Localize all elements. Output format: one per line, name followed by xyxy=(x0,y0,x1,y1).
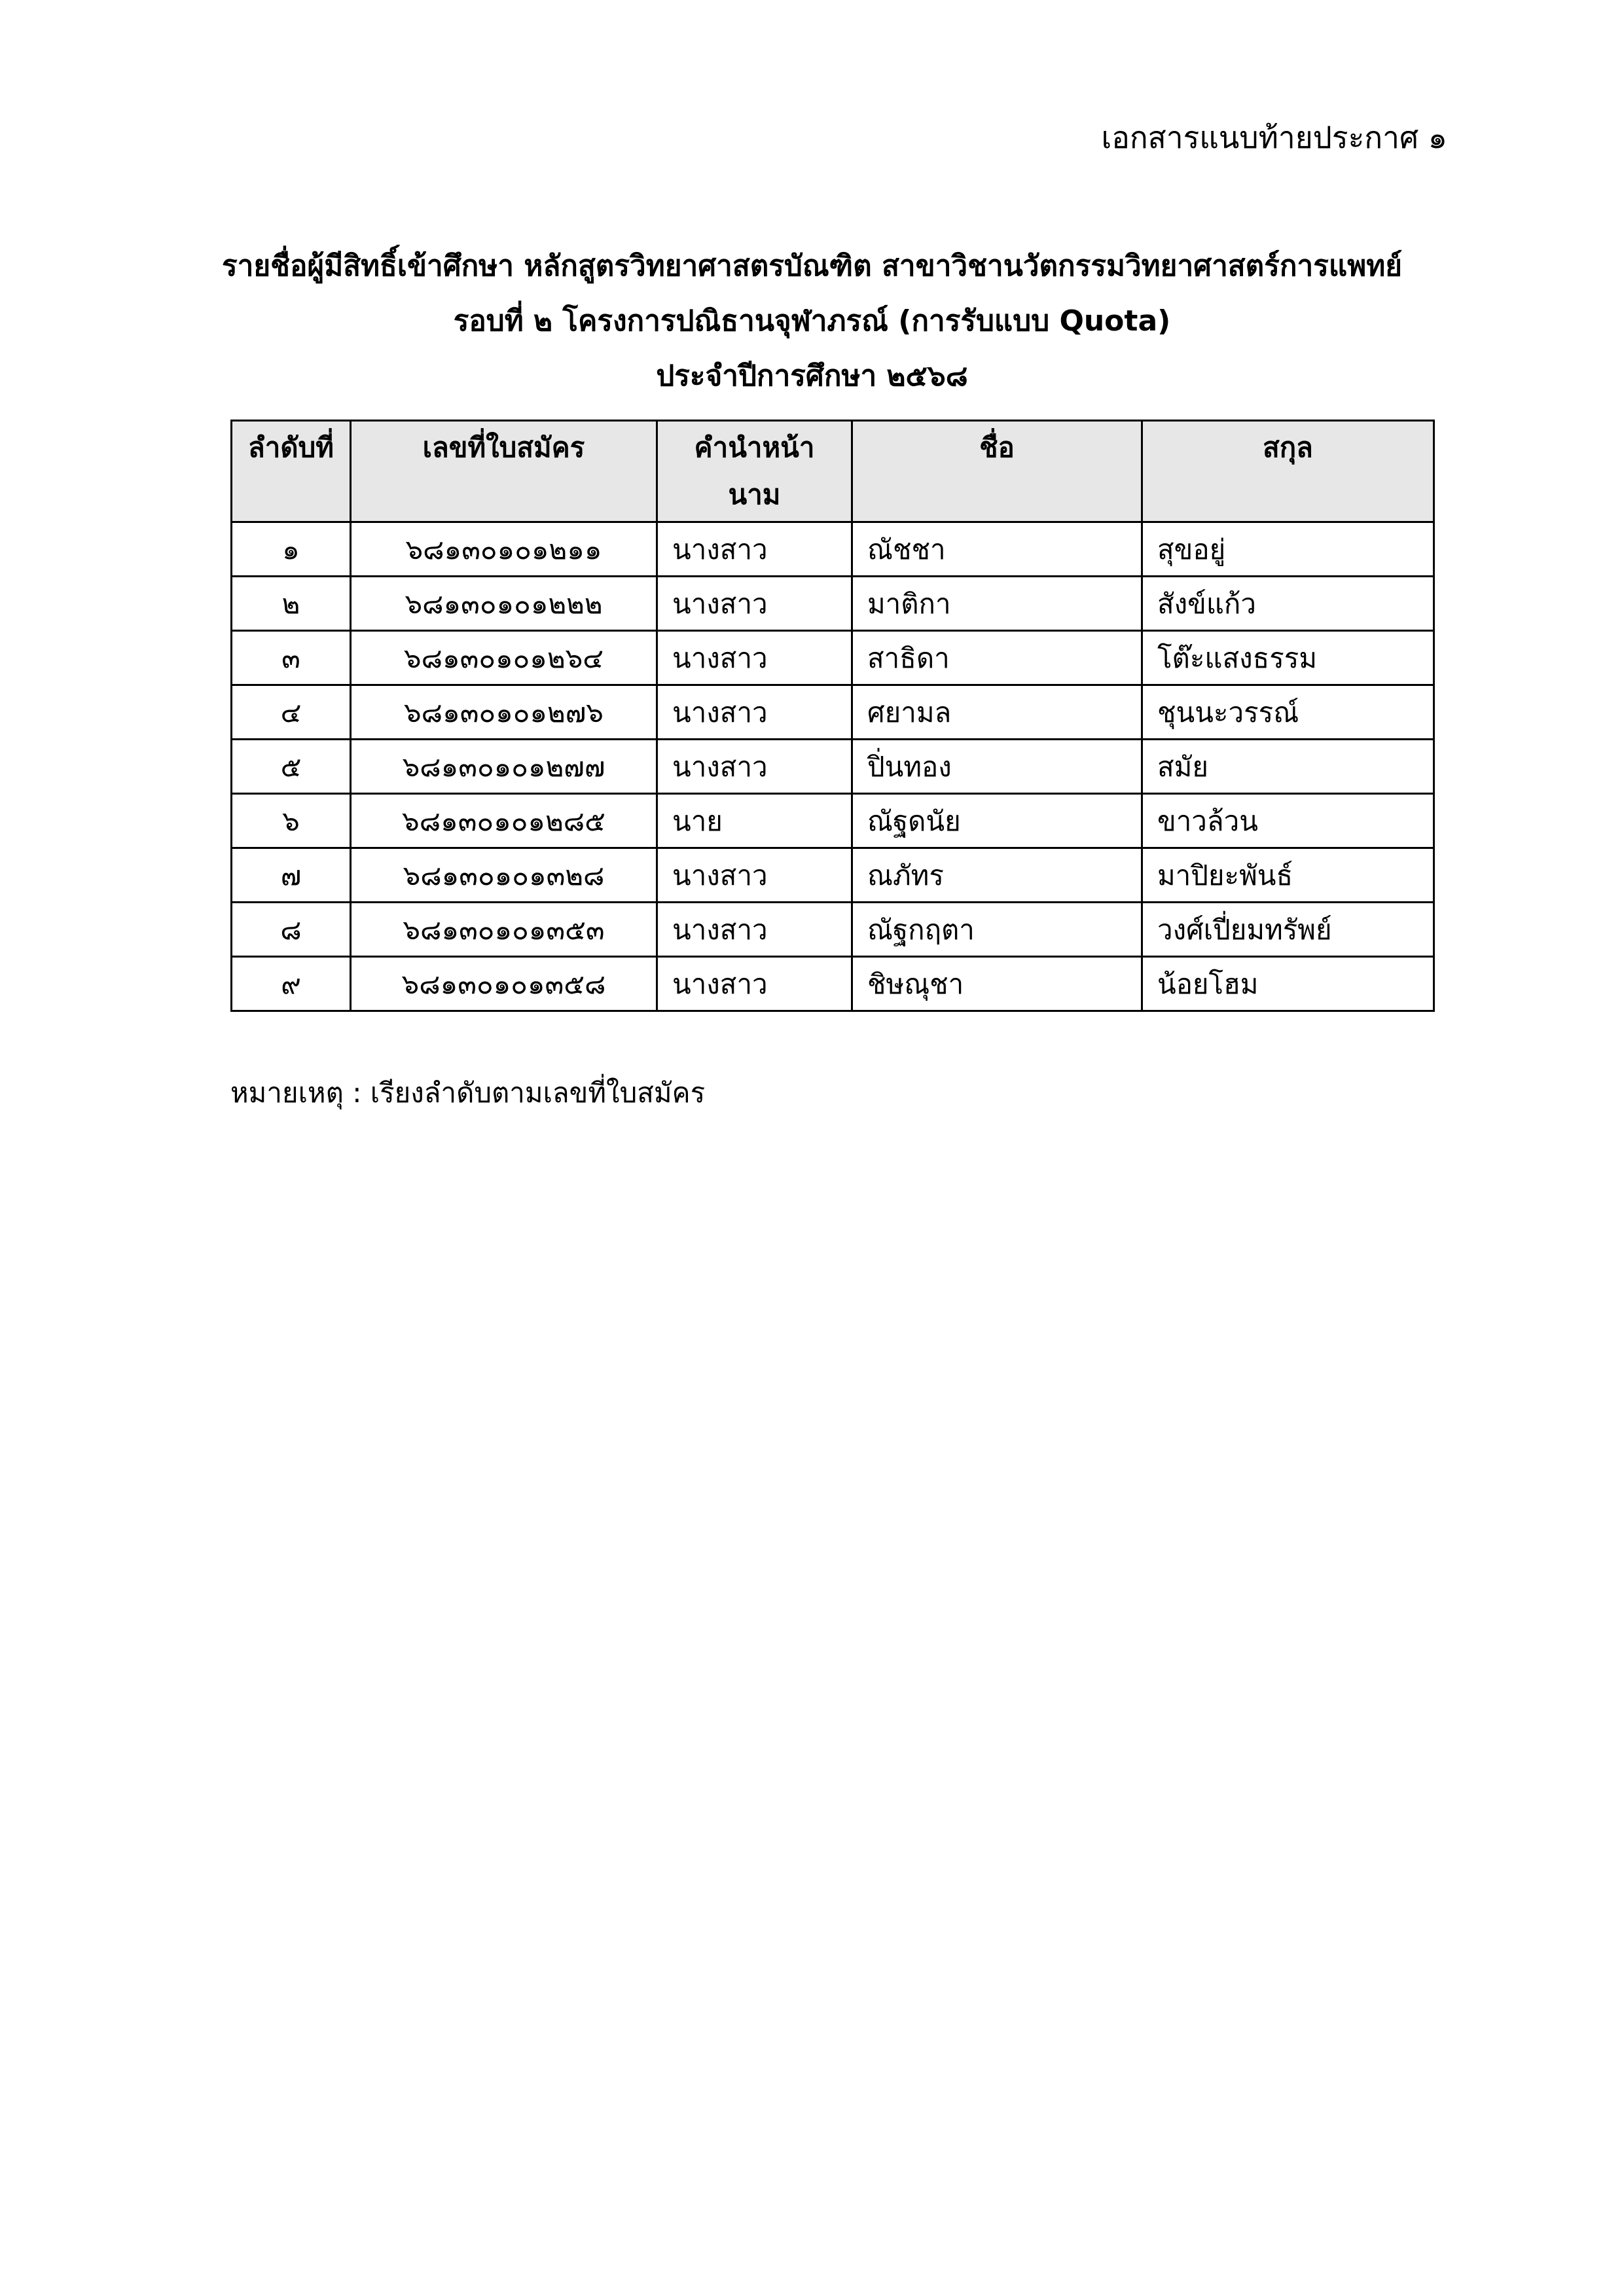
table-row xyxy=(232,631,1434,685)
cell-application-no: ๖๘๑๓๐๑๐๑๒๑๑ xyxy=(351,522,657,577)
table-header-row xyxy=(232,421,1434,522)
cell-first-name: สาธิดา xyxy=(852,631,1142,685)
header-first-name: ชื่อ xyxy=(852,421,1142,522)
cell-first-name: ณัฐดนัย xyxy=(852,794,1142,848)
cell-last-name: วงศ์เปี่ยมทรัพย์ xyxy=(1142,903,1434,957)
cell-no: ๑ xyxy=(232,522,351,577)
cell-no: ๒ xyxy=(232,577,351,631)
cell-first-name: ปิ่นทอง xyxy=(852,740,1142,794)
cell-first-name: ณัชชา xyxy=(852,522,1142,577)
cell-no: ๔ xyxy=(232,685,351,740)
header-last-name: สกุล xyxy=(1142,421,1434,522)
cell-last-name: มาปิยะพันธ์ xyxy=(1142,848,1434,903)
cell-application-no: ๖๘๑๓๐๑๐๑๓๕๘ xyxy=(351,957,657,1011)
cell-title: นางสาว xyxy=(657,740,852,794)
cell-first-name: ชิษณุชา xyxy=(852,957,1142,1011)
cell-first-name: ณภัทร xyxy=(852,848,1142,903)
cell-title: นาย xyxy=(657,794,852,848)
heading-line-3: ประจำปีการศึกษา ๒๕๖๘ xyxy=(656,359,968,393)
cell-application-no: ๖๘๑๓๐๑๐๑๒๒๒ xyxy=(351,577,657,631)
header-title-line-2: นาม xyxy=(728,478,781,511)
cell-title: นางสาว xyxy=(657,631,852,685)
header-title-line-1: คำนำหน้า xyxy=(694,431,815,463)
table-row xyxy=(232,740,1434,794)
cell-title: นางสาว xyxy=(657,685,852,740)
header-no: ลำดับที่ xyxy=(232,421,351,522)
cell-no: ๕ xyxy=(232,740,351,794)
cell-application-no: ๖๘๑๓๐๑๐๑๒๗๖ xyxy=(351,685,657,740)
annex-label: เอกสารแนบท้ายประกาศ ๑ xyxy=(1101,120,1447,155)
cell-application-no: ๖๘๑๓๐๑๐๑๒๗๗ xyxy=(351,740,657,794)
cell-last-name: สุขอยู่ xyxy=(1142,522,1434,577)
cell-application-no: ๖๘๑๓๐๑๐๑๒๖๔ xyxy=(351,631,657,685)
table-row xyxy=(232,685,1434,740)
header-title xyxy=(657,421,852,522)
table-row xyxy=(232,522,1434,577)
cell-application-no: ๖๘๑๓๐๑๐๑๓๕๓ xyxy=(351,903,657,957)
cell-application-no: ๖๘๑๓๐๑๐๑๒๘๕ xyxy=(351,794,657,848)
admission-list-table-wrapper xyxy=(230,420,1435,1012)
cell-no: ๙ xyxy=(232,957,351,1011)
header-application-no: เลขที่ใบสมัคร xyxy=(351,421,657,522)
table-row xyxy=(232,794,1434,848)
cell-no: ๓ xyxy=(232,631,351,685)
cell-last-name: สังข์แก้ว xyxy=(1142,577,1434,631)
cell-no: ๗ xyxy=(232,848,351,903)
cell-title: นางสาว xyxy=(657,848,852,903)
cell-first-name: ศยามล xyxy=(852,685,1142,740)
cell-last-name: ขาวล้วน xyxy=(1142,794,1434,848)
cell-title: นางสาว xyxy=(657,522,852,577)
admission-list-table xyxy=(230,420,1435,1012)
cell-last-name: สมัย xyxy=(1142,740,1434,794)
table-row xyxy=(232,903,1434,957)
heading-line-2: รอบที่ ๒ โครงการปณิธานจุฬาภรณ์ (การรับแบบ Quota) xyxy=(453,304,1171,338)
document-heading xyxy=(0,239,1624,404)
table-row xyxy=(232,577,1434,631)
cell-application-no: ๖๘๑๓๐๑๐๑๓๒๘ xyxy=(351,848,657,903)
cell-last-name: โต๊ะแสงธรรม xyxy=(1142,631,1434,685)
cell-first-name: มาติกา xyxy=(852,577,1142,631)
cell-title: นางสาว xyxy=(657,957,852,1011)
cell-first-name: ณัฐกฤตา xyxy=(852,903,1142,957)
cell-last-name: น้อยโฮม xyxy=(1142,957,1434,1011)
cell-title: นางสาว xyxy=(657,903,852,957)
cell-no: ๖ xyxy=(232,794,351,848)
cell-last-name: ชุนนะวรรณ์ xyxy=(1142,685,1434,740)
cell-title: นางสาว xyxy=(657,577,852,631)
footnote: หมายเหตุ : เรียงลำดับตามเลขที่ใบสมัคร xyxy=(230,1077,706,1109)
table-row xyxy=(232,848,1434,903)
heading-line-1: รายชื่อผู้มีสิทธิ์เข้าศึกษา หลักสูตรวิทยาศาสตรบัณฑิต สาขาวิชานวัตกรรมวิทยาศาสตร์การแพทย์ xyxy=(222,249,1402,283)
table-row xyxy=(232,957,1434,1011)
cell-no: ๘ xyxy=(232,903,351,957)
